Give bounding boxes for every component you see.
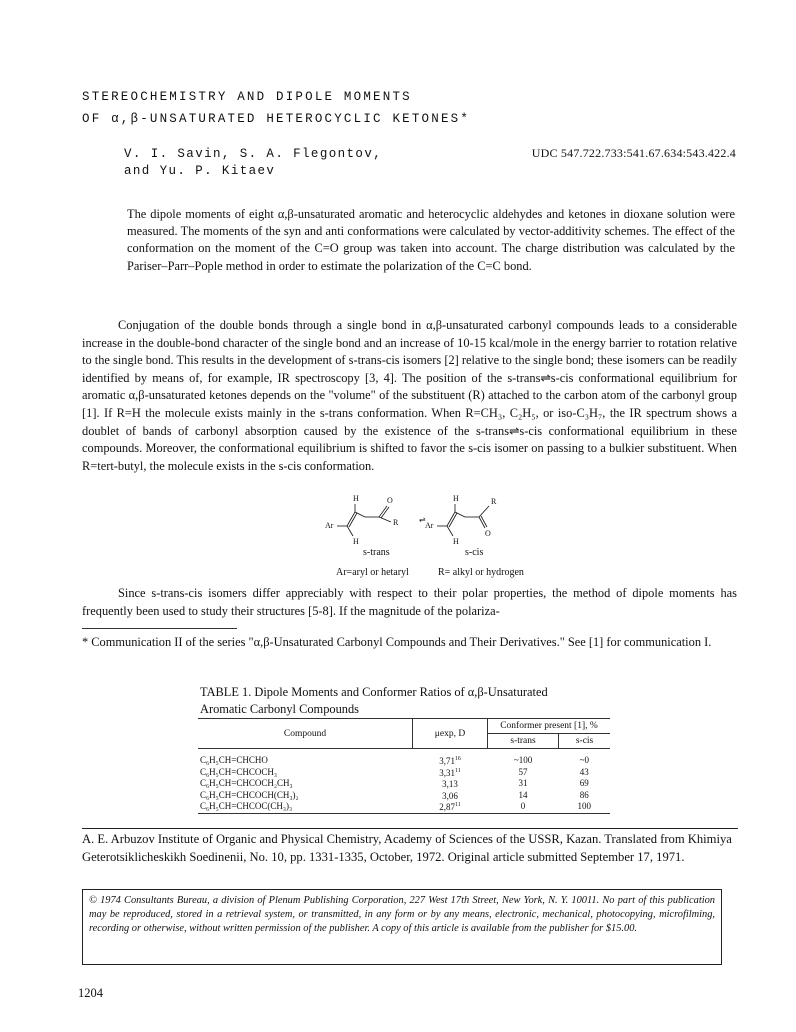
- authors-line-2: and Yu. P. Kitaev: [124, 164, 276, 178]
- strans-o: O: [387, 496, 393, 505]
- cell-strans: 0: [520, 801, 526, 811]
- scheme-label-scis: s-cis: [465, 547, 484, 558]
- col-header-compound: Compound: [198, 719, 413, 749]
- col-header-strans: s-trans: [488, 734, 559, 749]
- table-row: [198, 755, 610, 767]
- paper-title-line-2: OF α,β-UNSATURATED HETEROCYCLIC KETONES*: [82, 112, 471, 126]
- cell-mu: 3,31: [439, 767, 456, 778]
- cell-scis: 100: [577, 801, 592, 811]
- cell-compound: C₆H₅CH=CHCOCH₂CH₃: [200, 778, 293, 788]
- table-row: [198, 790, 610, 802]
- cell-scis: ~0: [579, 755, 589, 765]
- strans-r: R: [393, 518, 399, 527]
- cell-compound: C₆H₅CH=CHCHO: [200, 755, 268, 765]
- abstract: The dipole moments of eight α,β-unsaturated aromatic and heterocyclic aldehydes and ketones in dioxane solution were measured. The moments of the syn and anti conformations were calculated by vector-additivity schemes. The effect of the conformation on the moment of the C=O group was taken into account. The charge distribution was calculated by the Pariser–Parr–Pople method in order to estimate the polarization of the C=C bond.: [127, 207, 735, 273]
- scheme-legend-ar: Ar=aryl or hetaryl: [336, 567, 409, 578]
- body-paragraph-2: Since s-trans-cis isomers differ appreciably with respect to their polar properties, the method of dipole moments has frequently been used to study their structures [5-8]. If the magnitude of the polariza-: [82, 586, 737, 618]
- udc-code: UDC 547.722.733:541.67.634:543.422.4: [531, 146, 736, 160]
- strans-h-bottom: H: [353, 537, 359, 546]
- cell-mu: 3,13: [442, 779, 458, 789]
- col-header-conformer: Conformer present [1], %: [488, 719, 611, 734]
- affiliation: A. E. Arbuzov Institute of Organic and Physical Chemistry, Academy of Sciences of the USSR, Kazan. Translated from Khimiya Geterotsiklicheskikh Soedinenii, No. 10, pp. 1331-1335, October, 1972. Original article submitted September 17, 1971.: [82, 832, 732, 864]
- col-header-scis: s-cis: [559, 734, 610, 749]
- cell-mu-ref: 11: [455, 767, 461, 774]
- table-caption-line-1: TABLE 1. Dipole Moments and Conformer Ratios of α,β-Unsaturated: [200, 685, 548, 699]
- conformation-scheme: [325, 492, 525, 552]
- table-row: [198, 778, 610, 790]
- scis-h-top: H: [453, 494, 459, 503]
- cell-compound: C₆H₅CH=CHCOC(CH₃)₃: [200, 801, 293, 811]
- affiliation-rule: [82, 828, 738, 829]
- cell-strans: 57: [518, 766, 528, 777]
- cell-compound: C₆H₅CH=CHCOCH(CH₃)₂: [200, 789, 299, 800]
- table-row: [198, 767, 610, 779]
- footnote: * Communication II of the series "α,β-Unsaturated Carbonyl Compounds and Their Derivatives." See [1] for communication I.: [82, 635, 712, 649]
- cell-scis: 69: [579, 778, 589, 788]
- footnote-rule: [82, 628, 237, 629]
- table-row: [198, 801, 610, 813]
- col-header-mu: μexp, D: [413, 719, 488, 749]
- scheme-label-strans: s-trans: [363, 547, 390, 558]
- scis-r: R: [491, 497, 497, 506]
- cell-mu-ref: 11: [455, 802, 461, 808]
- authors-line-1: V. I. Savin, S. A. Flegontov,: [124, 147, 383, 161]
- cell-strans: ~100: [513, 755, 533, 765]
- cell-mu: 2,87: [439, 802, 456, 812]
- page-number: 1204: [78, 986, 103, 1000]
- cell-mu: 3,71: [439, 756, 455, 766]
- table-1: [198, 718, 610, 814]
- scis-ar: Ar: [425, 521, 434, 530]
- cell-scis: 43: [579, 766, 589, 777]
- copyright-box: [82, 889, 722, 965]
- scis-o: O: [485, 529, 491, 538]
- scheme-legend-r: R= alkyl or hydrogen: [438, 567, 524, 578]
- cell-strans: 31: [518, 778, 528, 788]
- strans-h-top: H: [353, 494, 359, 503]
- cell-mu: 3,06: [442, 790, 458, 801]
- strans-ar: Ar: [325, 521, 334, 530]
- cell-scis: 86: [579, 789, 589, 800]
- paper-title-line-1: STEREOCHEMISTRY AND DIPOLE MOMENTS: [82, 90, 412, 104]
- cell-mu-ref: 16: [454, 756, 461, 762]
- cell-strans: 14: [518, 789, 528, 800]
- copyright-text: © 1974 Consultants Bureau, a division of Plenum Publishing Corporation, 227 West 17th Street, New York, N. Y. 10011. No part of this publication may be reproduced, stored in a retrieval system, or transmitted, in any form or by any means, electronic, mechanical, photocopying, microfilming, recording or otherwise, without written permission of the publisher. A copy of this article is available from the publisher for $15.00.: [89, 895, 715, 934]
- cell-compound: C₆H₅CH=CHCOCH₃: [200, 766, 278, 777]
- equilibrium-arrow: ⇌: [419, 515, 426, 524]
- scis-h-bottom: H: [453, 537, 459, 546]
- body-paragraph-1: Conjugation of the double bonds through a single bond in α,β-unsaturated carbonyl compounds leads to a considerable increase in the double-bond character of the single bond and an increase of 10-15 kcal/mole in the energy barrier to rotation relative to the single bond. This results in the development of s-trans-cis isomers [2] relative to the single bond; these isomers can be readily identified by means of, for example, IR spectroscopy [3, 4]. The position of the s-trans⇌s-cis conformational equilibrium for aromatic α,β-unsaturated ketones depends on the "volume" of the substituent (R) attached to the carbon atom of the carbonyl group [1]. If R=H the molecule exists mainly in the s-trans conformation. When R=CH₃, C₂H₅, or iso-C₃H₇, the IR spectrum shows a doublet of bands of carbonyl absorption caused by the existence of the s-trans⇌s-cis conformational equilibrium in these compounds. Moreover, the conformational equilibrium is shifted to favor the s-cis isomer on passing to a bulkier substituent. When R=tert-butyl, the molecule exists in the s-cis conformation.: [82, 318, 737, 473]
- table-caption-line-2: Aromatic Carbonyl Compounds: [200, 701, 359, 716]
- table-caption: [200, 684, 660, 717]
